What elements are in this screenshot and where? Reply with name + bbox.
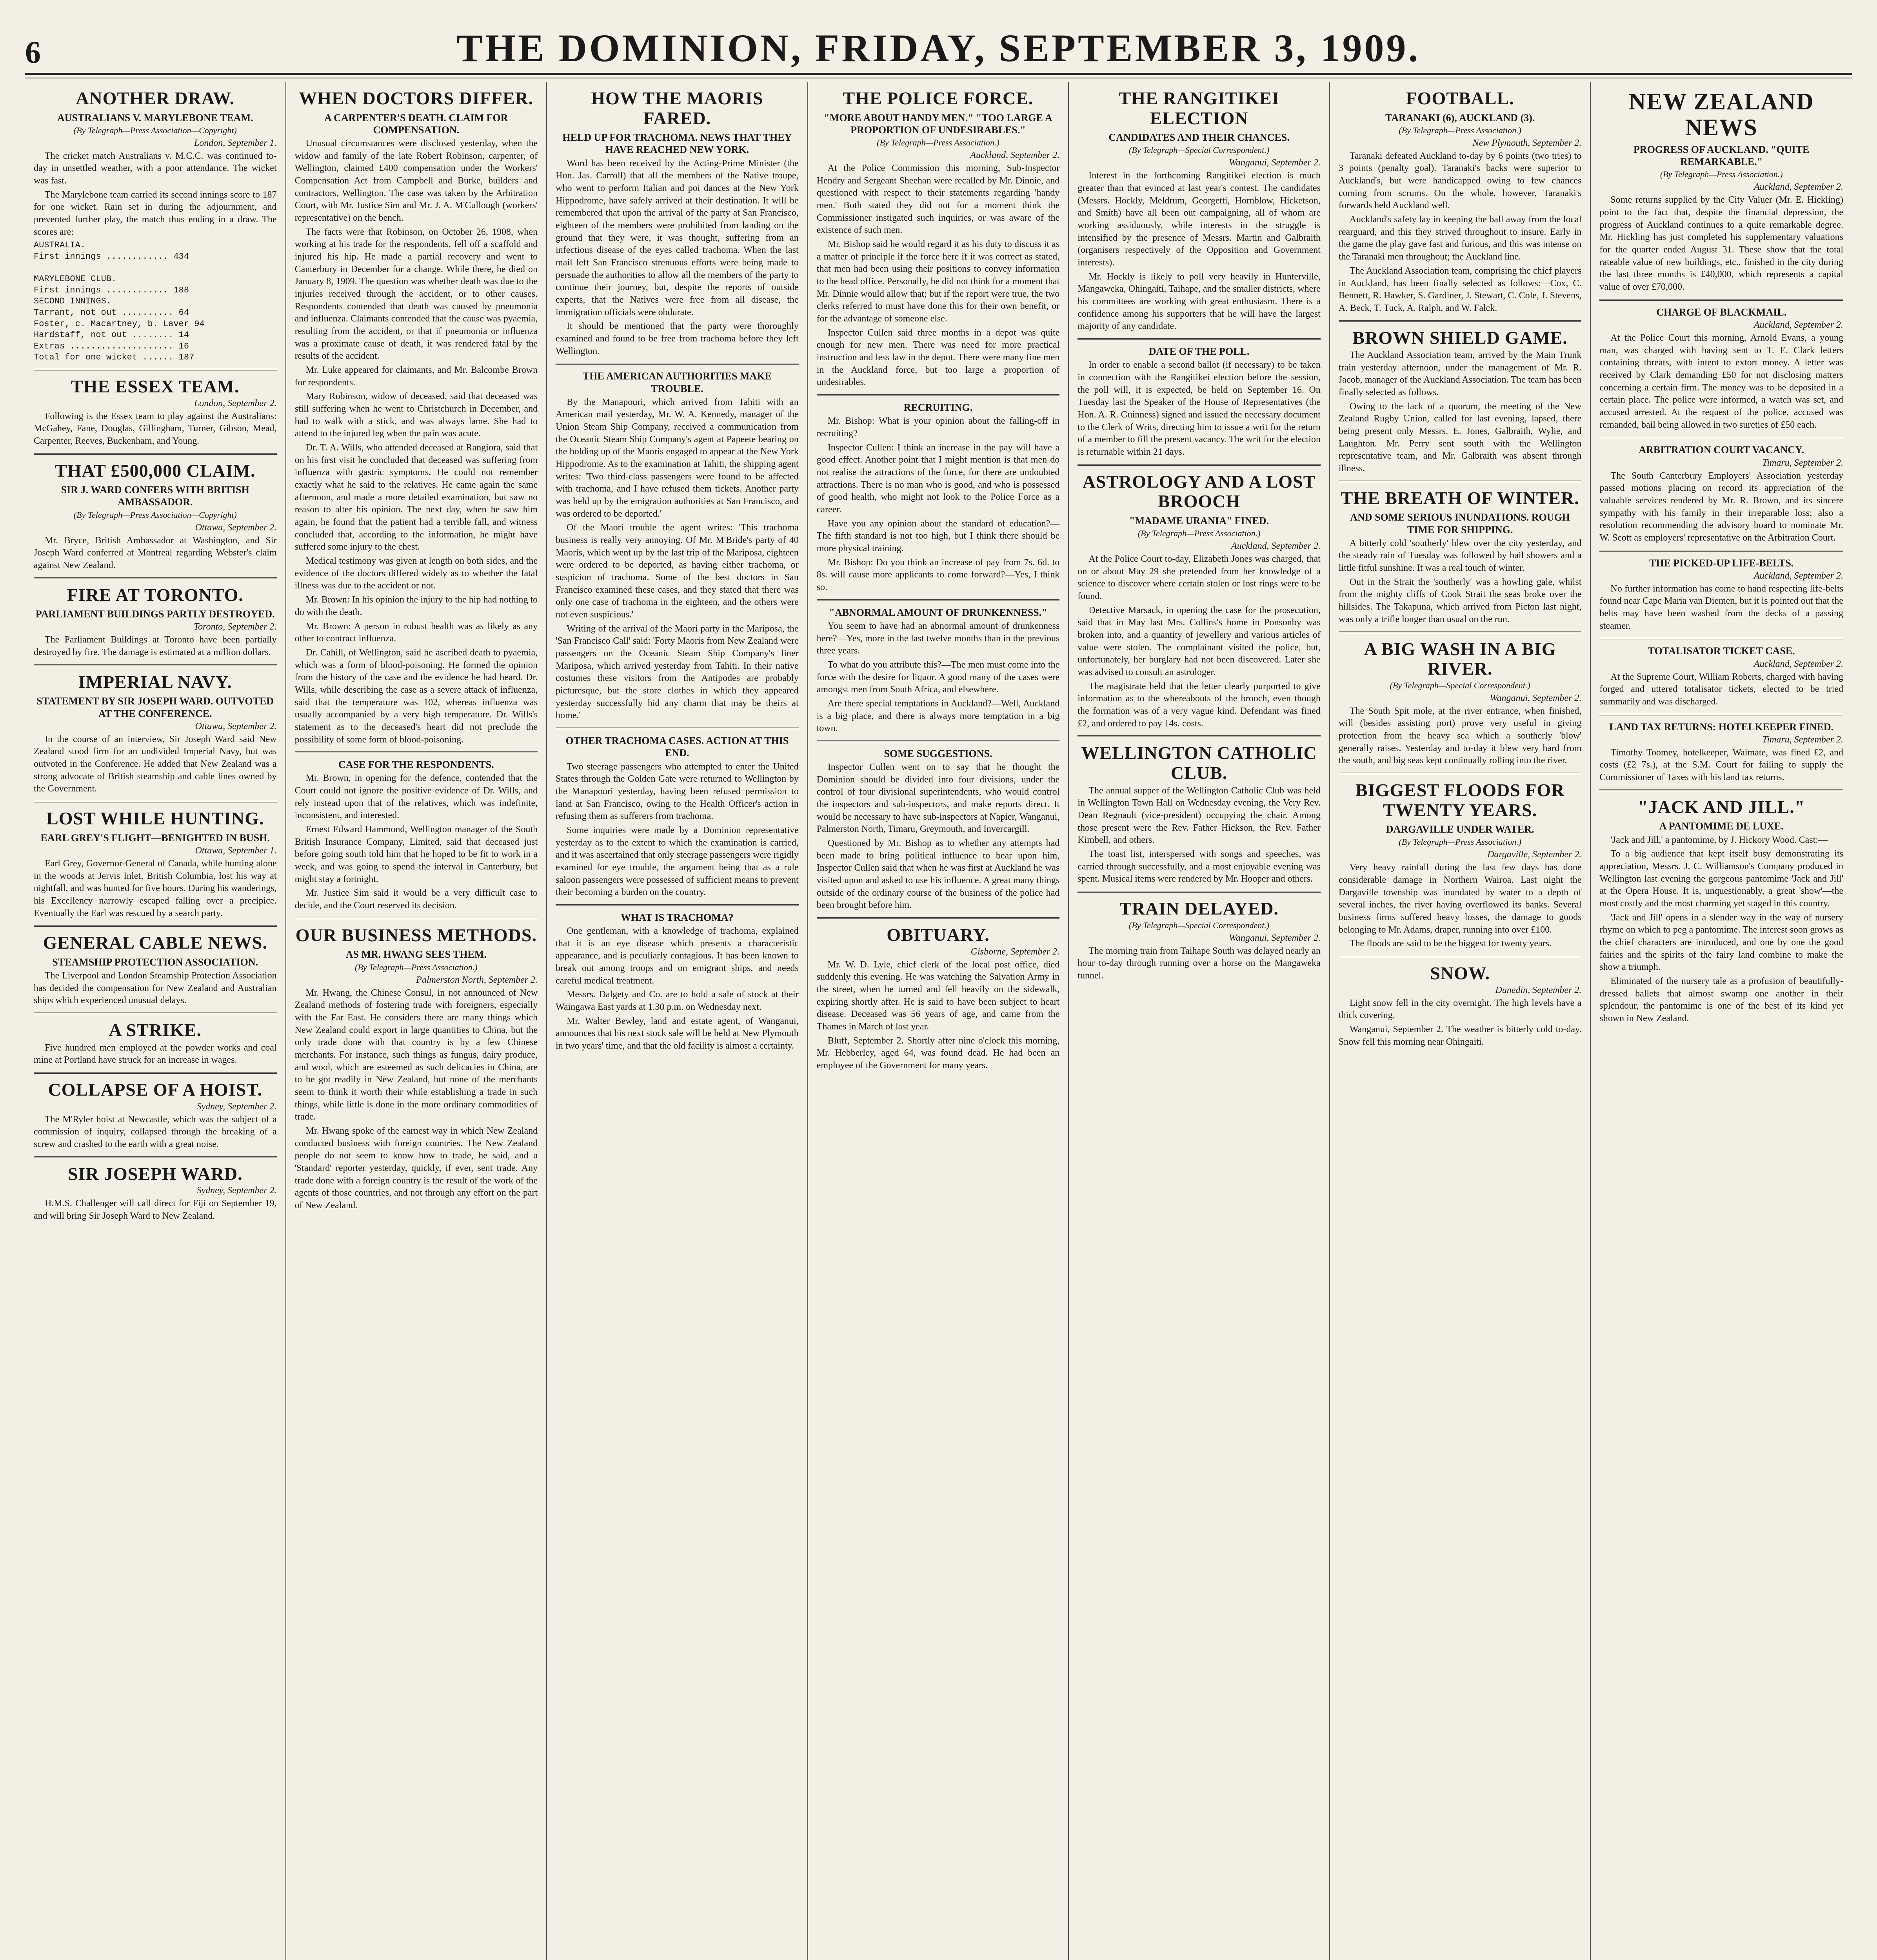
dateline: Wanganui, September 2.: [1490, 693, 1582, 703]
article-paragraph: Some returns supplied by the City Valuer (Mr. E. Hickling) point to the fact that, despite the financial depression, the progress of Auckland continues to a quite remarkable degree. Mr. Hickling has just completed his supplementary valuations for the quarter ended August 31. These show that the total rateable value of new buildings, etc., finished in the city during the last three months is £40,000, which represents a capital value of over £70,000.: [1599, 195, 1843, 292]
article-paragraph: Questioned by Mr. Bishop as to whether any attempts had been made to bring political influence to bear upon him, Inspector Cullen said that when he was first at Auckland he was visited upon and asked to use his influence. A great many things outside of the ordinary course of the business of the police had been brought before him.: [816, 838, 1060, 911]
section-divider: [1599, 550, 1843, 552]
dateline: Timaru, September 2.: [1762, 457, 1843, 468]
wire-credit: (By Telegraph—Press Association.): [355, 962, 478, 972]
article-paragraph: The South Spit mole, at the river entrance, when finished, will (besides assisting port) prove very useful in giving protection from the heavy sea which a southerly 'blow' generally raises. Yesterday and to-day it blew very hard from the south, and big seas kept continually rolling into the river.: [1338, 706, 1582, 766]
wire-credit: (By Telegraph—Press Association.): [1399, 837, 1521, 847]
article-headline: THE ESSEX TEAM.: [71, 376, 240, 397]
article-paragraph: The M'Ryler hoist at Newcastle, which was the subject of a commission of inquiry, collapsed through the breaking of a screw and crashed to the earth with a great noise.: [34, 1114, 277, 1149]
article-headline: IMPERIAL NAVY.: [78, 671, 232, 692]
article-paragraph: At the Supreme Court, William Roberts, charged with having forged and uttered totalisator tickets, elected to be tried summarily and was discharged.: [1599, 671, 1843, 707]
section-divider: [817, 599, 1060, 601]
article-paragraph: The Parliament Buildings at Toronto have been partially destroyed by fire. The damage is estimated at a million dollars.: [34, 635, 277, 658]
column-5: [1069, 82, 1330, 1960]
dateline: Auckland, September 2.: [1754, 570, 1843, 581]
column-6: [1330, 82, 1591, 1960]
article-subheadline: "MADAME URANIA" FINED.: [1129, 515, 1269, 526]
article-subheadline: DATE OF THE POLL.: [1148, 346, 1250, 358]
article-paragraph: Mr. Bryce, British Ambassador at Washington, and Sir Joseph Ward conferred at Montreal regarding Webster's claim against New Zealand.: [34, 535, 277, 570]
article-headline: THAT £500,000 CLAIM.: [55, 460, 256, 481]
section-divider: [1599, 714, 1843, 715]
section-divider: [1599, 299, 1843, 301]
article-subheadline: A CARPENTER'S DEATH. CLAIM FOR COMPENSATION.: [324, 112, 508, 136]
column-7: [1591, 82, 1852, 1960]
section-divider: [34, 801, 277, 802]
column-1: [25, 82, 286, 1960]
article-paragraph: Unusual circumstances were disclosed yesterday, when the widow and family of the late Robert Robinson, carpenter, of Wellington, claimed £400 compensation under the Workers' Compensation Act from Campbell and Burke, builders and contractors, Wellington. The case was taken by the Arbitration Court, with Mr. Justice Sim and Mr. J. A. M'Cullough (workers' representative) on the bench.: [294, 138, 538, 223]
article-subheadline: OTHER TRACHOMA CASES. ACTION AT THIS END.: [565, 735, 789, 759]
article-subheadline: AUSTRALIANS V. MARYLEBONE TEAM.: [57, 112, 253, 123]
section-divider: [556, 363, 799, 365]
article-headline: A BIG WASH IN A BIG RIVER.: [1364, 639, 1556, 679]
article-subheadline: AND SOME SERIOUS INUNDATIONS. ROUGH TIME FOR SHIPPING.: [1350, 512, 1570, 535]
dateline: Timaru, September 2.: [1762, 734, 1843, 745]
section-divider: [1078, 735, 1321, 737]
article-paragraph: Writing of the arrival of the Maori party in the Mariposa, the 'San Francisco Call' said: 'Forty Maoris from New Zealand were passengers on the Oceanic Steam Ship Company's liner Mariposa, which arrived yesterday from Tahiti. In their native costumes these visitors from the Antipodes are probably picturesque, but the store clothes in which they appeared yesterday successfully hid any charm that may be theirs at home.': [556, 623, 799, 721]
article-subheadline: CANDIDATES AND THEIR CHANCES.: [1108, 132, 1290, 143]
section-divider: [817, 740, 1060, 742]
section-divider: [1078, 891, 1321, 893]
article-paragraph: Dr. T. A. Wills, who attended deceased at Rangiora, said that on his first visit he concluded that deceased was suffering from influenza with gastric symptoms. He could not remember exactly what he said to the relatives. He came again the same afternoon, and made a more detailed examination, but saw no reason to alter his opinion. The next day, when he saw him again, he found that the patient had a terrible fall, and witness concluded that, according to the information, he might have suffered some injury to the chest.: [294, 443, 538, 552]
dateline: Ottawa, September 1.: [195, 845, 277, 856]
article-subheadline: DARGAVILLE UNDER WATER.: [1386, 824, 1534, 835]
article-paragraph: The facts were that Robinson, on October 26, 1908, when working at his trade for the respondents, fell off a scaffold and injured his hip. He made a partial recovery and went to Canterbury in December for a change. While there, he died on January 8, 1909. The question was whether death was due to the injuries received through the accident, or to other causes. Respondents contended that death was caused by pneumonia and influenza. Claimants contended that the cause was pyaemia, resulting from the accident, or that if pneumonia or influenza was a proximate cause of death, it was rendered fatal by the results of the accident.: [294, 227, 538, 361]
section-divider: [34, 369, 277, 370]
article-paragraph: 'Jack and Jill,' a pantomime, by J. Hickory Wood. Cast:—: [1610, 835, 1828, 845]
dateline: Gisborne, September 2.: [970, 946, 1060, 957]
article-paragraph: You seem to have had an abnormal amount of drunkenness here?—Yes, more in the last twelve months than in the previous three years.: [816, 621, 1060, 656]
article-paragraph: Timothy Toomey, hotelkeeper, Waimate, was fined £2, and costs (£2 7s.), at the S.M. Court for failing to supply the Commissioner of Taxes with his land tax returns.: [1599, 747, 1843, 783]
article-headline: GENERAL CABLE NEWS.: [43, 933, 267, 953]
article-subheadline: SOME SUGGESTIONS.: [884, 748, 992, 759]
article-paragraph: The Liverpool and London Steamship Protection Association has decided the compensation for New Zealand and Australian ships which experienced unusual delays.: [34, 970, 277, 1006]
article-paragraph: To what do you attribute this?—The men must come into the force with the desire for liquor. A good many of the cases were amongst men from South Africa, and elsewhere.: [816, 659, 1060, 695]
article-paragraph: Earl Grey, Governor-General of Canada, while hunting alone in the woods at Jervis Inlet, British Columbia, lost his way at nightfall, and was hunted for five hours. During his wanderings, his Excellency narrowly escaped falling over a precipice. Eventually the Earl was rescued by a search party.: [34, 858, 277, 918]
section-divider: [34, 664, 277, 666]
article-paragraph: Following is the Essex team to play against the Australians: McGahey, Fane, Douglas, Gillingham, Turner, Gibson, Mead, Carpenter, Reeves, Buckenham, and Young.: [34, 411, 277, 446]
article-paragraph: One gentleman, with a knowledge of trachoma, explained that it is an eye disease which presents a characteristic appearance, and is peculiarly contagious. It has been known to break out among troops and on emigrant ships, and needs careful medical treatment.: [556, 926, 799, 986]
wire-credit: (By Telegraph—Press Association—Copyright): [73, 125, 237, 135]
article-paragraph: Inspector Cullen went on to say that he thought the Dominion should be divided into four divisions, under the control of four divisional superintendents, who would control the inspectors and sub-inspectors, and make reports direct. It would be necessary to have sub-inspectors at Napier, Wanganui, Palmerston North, Timaru, Greymouth, and Invercargill.: [816, 762, 1060, 835]
section-divider: [34, 1072, 277, 1074]
dateline: Wanganui, September 2.: [1229, 158, 1321, 168]
article-subheadline: THE PICKED-UP LIFE-BELTS.: [1649, 557, 1794, 569]
article-paragraph: The floods are said to be the biggest for twenty years.: [1349, 938, 1552, 949]
dateline: New Plymouth, September 2.: [1472, 138, 1582, 148]
article-paragraph: At the Police Commission this morning, Sub-Inspector Hendry and Sergeant Sheehan were recalled by Mr. Dinnie, and questioned with respect to their statements regarding 'handy men.' Both stated they did not for a moment think the Commissioner instigated such inquiries, or was aware of the existence of such men.: [816, 163, 1060, 236]
article-paragraph: Mr. Bishop said he would regard it as his duty to discuss it as a matter of principle if the force here if it was correct as stated, that men had been using their positions to convey information to the head office. Personally, he did not think for a moment that Mr. Dinnie would allow that; but if the report were true, the two clerks referred to must have done this for their own benefit, or for the advantage of someone else.: [816, 239, 1060, 324]
article-paragraph: The Marylebone team carried its second innings score to 187 for one wicket. Rain set in during the adjournment, and prevented further play, the match thus ending in a draw. The scores are:: [34, 189, 277, 237]
section-divider: [34, 1156, 277, 1158]
column-grid: [25, 82, 1852, 1960]
section-divider: [34, 925, 277, 927]
article-headline: FIRE AT TORONTO.: [67, 584, 243, 605]
article-headline: THE RANGITIKEI ELECTION: [1119, 88, 1279, 128]
article-headline: TRAIN DELAYED.: [1119, 898, 1279, 919]
article-paragraph: Five hundred men employed at the powder works and coal mine at Portland have struck for an increase in wages.: [34, 1042, 277, 1065]
section-divider: [1339, 320, 1582, 322]
article-paragraph: Of the Maori trouble the agent writes: 'This trachoma business is really very annoying. Of Mr. M'Bride's party of 40 Maoris, which went up by the last trip of the Mariposa, eighteen were ordered to be deported, as having either trachoma, or suspicion of trachoma. Some of the best doctors in San Francisco examined these cases, and they stated that there was only one case of trachoma in the eighteen, and the others were not even suspicious.': [556, 523, 799, 620]
page-number: 6: [25, 35, 41, 70]
section-divider: [1599, 437, 1843, 438]
article-paragraph: Medical testimony was given at length on both sides, and the evidence of the doctors differed widely as to whether the fatal illness was due to the accident or not.: [294, 556, 538, 591]
column-4: [808, 82, 1069, 1960]
wire-credit: (By Telegraph—Press Association—Copyright): [73, 510, 237, 520]
section-divider: [34, 453, 277, 455]
section-divider: [1339, 956, 1582, 957]
article-paragraph: In the course of an interview, Sir Joseph Ward said New Zealand stood firm for an undivided Imperial Navy, but was outvoted in the Conference. He added that New Zealand was a strong advocate of British steamship and cable lines owned by the Government.: [34, 734, 277, 794]
article-paragraph: Mr. Hwang spoke of the earnest way in which New Zealand conducted business with foreign countries. The New Zealand people do not seem to know how to trade, he said, and a 'Standard' reporter yesterday, quickly, if ever, sent trade. Any trade done with a foreign country is the result of the work of the agents of those countries, and not through any effort on the part of New Zealand.: [294, 1125, 538, 1210]
article-paragraph: 'Jack and Jill' opens in a slender way in the way of nursery rhyme on which to peg a pantomime. The interest soon grows as the chief characters are introduced, and one by one the good fairies and the spirits of the fairy land combine to make the show a triumph.: [1599, 912, 1843, 973]
article-paragraph: Wanganui, September 2. The weather is bitterly cold to-day. Snow fell this morning near Ohingaiti.: [1338, 1024, 1582, 1047]
article-paragraph: Inspector Cullen said three months in a depot was quite enough for new men. There was need for more practical instruction and less law in the depot. There were many fine men in the Auckland force, but too large a proportion of undesirables.: [816, 327, 1060, 388]
article-subheadline: EARL GREY'S FLIGHT—BENIGHTED IN BUSH.: [40, 832, 270, 844]
dateline: London, September 1.: [194, 138, 277, 148]
section-divider: [1599, 789, 1843, 791]
article-paragraph: Mary Robinson, widow of deceased, said that deceased was still suffering when he went to Christchurch in December, and had to walk with a stick, and was always lame. She had to attend to the injured leg when the pain was acute.: [294, 391, 538, 439]
dateline: Auckland, September 2.: [970, 150, 1060, 160]
article-paragraph: The South Canterbury Employers' Association yesterday passed motions placing on record its appreciation of the valuable services rendered by Mr. R. Brown, and its sincere sympathy with his family in their irreparable loss; also a resolution recommending the advisory board to nominate Mr. W. Scott as employers' representative on the Arbitration Court.: [1599, 470, 1843, 543]
article-headline: HOW THE MAORIS FARED.: [591, 88, 763, 128]
article-subheadline: STEAMSHIP PROTECTION ASSOCIATION.: [52, 956, 258, 968]
article-paragraph: Mr. Walter Bewley, land and estate agent, of Wanganui, announces that his next stock sale will be held at New Plymouth in two years' time, and that the old facility is almost a certainty.: [556, 1016, 799, 1051]
article-paragraph: Owing to the lack of a quorum, the meeting of the New Zealand Rugby Union, called for last evening, lapsed, there being present only Messrs. E. Jones, Galbraith, Wylie, and Laughton. Mr. Perry sent south with the Wellington representative team, and Mr. Galbraith was absent through illness.: [1338, 401, 1582, 474]
article-subheadline: LAND TAX RETURNS: HOTELKEEPER FINED.: [1609, 721, 1834, 733]
article-subheadline: CHARGE OF BLACKMAIL.: [1656, 306, 1787, 318]
article-subheadline: HELD UP FOR TRACHOMA. NEWS THAT THEY HAVE REACHED NEW YORK.: [562, 132, 792, 156]
column-3: [547, 82, 808, 1960]
article-paragraph: The morning train from Taihape South was delayed nearly an hour to-day through running over a horse on the Mangaweka tunnel.: [1078, 946, 1321, 981]
dateline: Dunedin, September 2.: [1495, 985, 1582, 995]
article-paragraph: Mr. Justice Sim said it would be a very difficult case to decide, and the Court reserved its decision.: [294, 888, 538, 911]
dateline: Sydney, September 2.: [196, 1101, 277, 1112]
article-paragraph: Dr. Cahill, of Wellington, said he ascribed death to pyaemia, which was a form of blood-poisoning. He formed the opinion from the history of the case and the evidence he had heard. Dr. Wills, while describing the case as a severe attack of influenza, said that the temperature was 102, whereas influenza was usually accompanied by a very high temperature. Dr. Wills's statement as to the deceased's heart did not preclude the possibility of some form of blood-poisoning.: [294, 647, 538, 745]
article-headline: ASTROLOGY AND A LOST BROOCH: [1082, 471, 1316, 512]
article-paragraph: Some inquiries were made by a Dominion representative yesterday as to the extent to which the examination is carried, and it was ascertained that only steerage passengers were rigidly examined for eye trouble, the argument being that as a rule saloon passengers were possessed of sufficient means to prevent their becoming a burden on the country.: [556, 825, 799, 898]
article-paragraph: Mr. Bishop: Do you think an increase of pay from 7s. 6d. to 8s. will cause more applicants to come forward?—Yes, I think so.: [816, 557, 1060, 592]
article-paragraph: At the Police Court to-day, Elizabeth Jones was charged, that on or about May 29 she pretended from her knowledge of a science to discover where certain stolen or lost rings were to be found.: [1078, 554, 1321, 602]
article-headline: A STRIKE.: [109, 1020, 202, 1040]
article-paragraph: It should be mentioned that the party were thoroughly examined and found to be free from trachoma before they left Wellington.: [556, 321, 799, 356]
masthead: [25, 24, 1852, 75]
article-paragraph: To a big audience that kept itself busy demonstrating its appreciation, Messrs. J. C. Williamson's Company produced in Wellington last evening the gorgeous pantomime 'Jack and Jill' at the Opera House. It is, unquestionably, a great 'show'—the most costly and the most charming yet staged in this country.: [1599, 849, 1843, 909]
wire-credit: (By Telegraph—Special Correspondent.): [1128, 145, 1270, 155]
section-divider: [1339, 481, 1582, 482]
article-paragraph: The annual supper of the Wellington Catholic Club was held in Wellington Town Hall on Wednesday evening, the Very Rev. Dean Regnault (vice-president) occupying the chair. Among those present were the Rev. Father Hickson, the Rev. Father Kimbell, and others.: [1078, 785, 1321, 846]
article-headline: WHEN DOCTORS DIFFER.: [299, 88, 534, 108]
dateline: Dargaville, September 2.: [1487, 849, 1582, 860]
article-paragraph: Interest in the forthcoming Rangitikei election is much greater than that evinced at last year's contest. The candidates (Messrs. Hockly, Meldrum, Georgetti, Hornblow, Hicketson, and Smith) have all been out campaigning, all of whom are working assiduously, while interests in the struggle is intensified by the presence of Messrs. Martin and Galbraith (organisers respectively of the Opposition and Government interests).: [1078, 171, 1321, 268]
article-paragraph: Ernest Edward Hammond, Wellington manager of the South British Insurance Company, Limited, said that deceased just before going south told him that he hoped to be fit to work in a week, and was going to spend the interval in Canterbury, but might stay a fortnight.: [294, 824, 538, 884]
article-paragraph: Are there special temptations in Auckland?—Well, Auckland is a big place, and there is always more temptation in a big town.: [816, 698, 1060, 734]
article-paragraph: The cricket match Australians v. M.C.C. was continued to-day in unsettled weather, with a poor attendance. The wicket was fast.: [34, 151, 277, 186]
article-headline: LOST WHILE HUNTING.: [46, 808, 264, 829]
article-headline: THE BREATH OF WINTER.: [1341, 488, 1579, 508]
article-paragraph: Mr. Brown: A person in robust health was as likely as any other to contract influenza.: [294, 621, 538, 644]
article-subheadline: SIR J. WARD CONFERS WITH BRITISH AMBASSADOR.: [61, 484, 249, 508]
article-paragraph: Light snow fell in the city overnight. The high levels have a thick covering.: [1338, 998, 1582, 1021]
wire-credit: (By Telegraph—Press Association.): [1399, 125, 1521, 135]
article-paragraph: Mr. Bishop: What is your opinion about the falling-off in recruiting?: [816, 416, 1060, 439]
article-paragraph: The Auckland Association team, comprising the chief players in Auckland, has been finally selected as follows:—Cox, C. Bennett, R. Hawker, S. Gardiner, J. Stewart, C. Cole, J. Stevens, A. Beck, T. Tuck, A. Ralph, and W. Falck.: [1338, 265, 1582, 313]
article-paragraph: The toast list, interspersed with songs and speeches, was carried through successfully, and a most enjoyable evening was spent. Musical items were rendered by Mr. Hooper and others.: [1078, 849, 1321, 884]
article-paragraph: Mr. Hockly is likely to poll very heavily in Hunterville, Mangaweka, Ohingaiti, Taihape, and the smaller districts, where his committees are working with great enthusiasm. There is a confidence among his supporters that he will have the largest majority of any candidate.: [1078, 271, 1321, 332]
dateline: Palmerston North, September 2.: [416, 975, 538, 985]
section-divider: [556, 904, 799, 906]
article-paragraph: Detective Marsack, in opening the case for the prosecution, said that in May last Mrs. Collins's home in Ponsonby was broken into, and a quantity of jewellery and various articles of value were stolen. The complainant visited the police, but, unfortunately, her burglary had not been discovered. Later she was advised to consult an astrologer.: [1078, 605, 1321, 678]
article-paragraph: Messrs. Dalgety and Co. are to hold a sale of stock at their Waingawa East yards at 1.30 p.m. on Wednesday next.: [556, 989, 799, 1013]
dateline: Auckland, September 2.: [1754, 319, 1843, 330]
article-subheadline: CASE FOR THE RESPONDENTS.: [338, 759, 494, 771]
article-headline: THE POLICE FORCE.: [843, 88, 1034, 108]
wire-credit: (By Telegraph—Special Correspondent.): [1390, 680, 1530, 690]
article-paragraph: The Auckland Association team, arrived by the Main Trunk train yesterday afternoon, under the management of Mr. R. Jacob, manager of the Auckland Association. The team has been finally selected as follows.: [1338, 350, 1582, 398]
article-paragraph: Inspector Cullen: I think an increase in the pay will have a good effect. Another point that I might mention is that men do not realise the attractions of the force, for there are undoubted attractions. There is no man who is good, and who is possessed of good health, who might not look to the Police Force as a career.: [816, 442, 1060, 515]
article-paragraph: Mr. Brown, in opening for the defence, contended that the Court could not ignore the positive evidence of Dr. Wills, and rely instead upon that of the relatives, which was indefinite, inconsistent, and interested.: [294, 773, 538, 821]
article-headline: BIGGEST FLOODS FOR TWENTY YEARS.: [1355, 780, 1565, 820]
article-paragraph: At the Police Court this morning, Arnold Evans, a young man, was charged with having sent to T. E. Clark letters containing threats, with intent to extort money. A letter was received by Clark demanding £50 for not disclosing matters concerning a certain firm. The money was to be deposited in a certain place. The police were informed, a watch was set, and accused arrested. At the request of the police, accused was remanded, bail being allowed in two sureties of £50 each.: [1599, 332, 1843, 430]
article-paragraph: By the Manapouri, which arrived from Tahiti with an American mail yesterday, Mr. W. A. Kennedy, manager of the Union Steam Ship Company, received a communication from the Oceanic Steam Ship Company's agent at Papeete bearing on the holding up of the Maoris engaged to appear at the New York Hippodrome. As to the examination at Tahiti, the shipping agent writes: 'Two third-class passengers were found to be affected with trachoma, and I have refused them tickets. Another party was held up by the emigration authorities at San Francisco, and was ordered to be deported.': [556, 397, 799, 519]
section-divider: [1339, 773, 1582, 774]
wire-credit: (By Telegraph—Press Association.): [877, 137, 999, 147]
article-subheadline: STATEMENT BY SIR JOSEPH WARD. OUTVOTED AT THE CONFERENCE.: [36, 695, 274, 719]
section-divider: [817, 917, 1060, 919]
article-paragraph: Taranaki defeated Auckland to-day by 6 points (two tries) to 3 points (penalty goal). Taranaki's backs were superior to Auckland's, but were handicapped owing to few chances coming from scrums. On the whole, however, Taranaki's forwards held Auckland well.: [1338, 151, 1582, 211]
article-headline: FOOTBALL.: [1406, 88, 1514, 108]
dateline: Wanganui, September 2.: [1229, 933, 1321, 943]
article-subheadline: A PANTOMIME DE LUXE.: [1659, 820, 1784, 832]
article-headline: SIR JOSEPH WARD.: [67, 1163, 243, 1184]
dateline: Auckland, September 2.: [1754, 659, 1843, 669]
article-paragraph: Very heavy rainfall during the last few days has done considerable damage in Northern Wairoa. Last night the Dargaville township was inundated by water to a depth of several inches, the river having overflowed its banks. Several business firms suffered heavy losses, the damage to goods belonging to Mr. Adams, draper, running into over £100.: [1338, 862, 1582, 935]
article-subheadline: "ABNORMAL AMOUNT OF DRUNKENNESS.": [829, 606, 1047, 618]
article-subheadline: TARANAKI (6), AUCKLAND (3).: [1385, 112, 1535, 123]
article-headline: OBITUARY.: [887, 925, 990, 945]
article-paragraph: A bitterly cold 'southerly' blew over the city yesterday, and the steady rain of Tuesday was followed by hail showers and a little fitful sunshine. It was a real touch of winter.: [1338, 538, 1582, 573]
article-subheadline: THE AMERICAN AUTHORITIES MAKE TROUBLE.: [583, 370, 772, 394]
article-paragraph: Mr. Luke appeared for claimants, and Mr. Balcombe Brown for respondents.: [294, 365, 538, 388]
newspaper-title: THE DOMINION, FRIDAY, SEPTEMBER 3, 1909.: [456, 26, 1421, 70]
article-paragraph: Bluff, September 2. Shortly after nine o'clock this morning, Mr. Hebberley, aged 64, was found dead. He had been an employee of the Government for many years.: [816, 1035, 1060, 1071]
article-paragraph: Word has been received by the Acting-Prime Minister (the Hon. Jas. Carroll) that all the members of the Native troupe, who went to perform Italian and poi dances at the New York Hippodrome, have safely arrived at their destination. It will be remembered that upon the arrival of the party at San Francisco, eighteen of the members were prohibited from landing on the ground that they were, it was thought, suffering from an infectious disease of the eyes called trachoma. When the last mail left San Francisco strenuous efforts were being made to persuade the authorities to allow all the members of the party to continue their journey, but, despite the reports of outside experts, that the Natives were free from all disease, the immigration officials were obdurate.: [556, 158, 799, 318]
article-headline: BROWN SHIELD GAME.: [1352, 327, 1568, 348]
article-paragraph: Mr. Hwang, the Chinese Consul, in not announced of New Zealand methods of fostering trade with foreigners, especially with the Far East. He considers there are many things which New Zealand could export in large quantities to China, but the only trade done with that country is by a few Chinese merchants. For instance, such things as fungus, dairy produce, and wool, which are esteemed as such delicacies in China, are to be got readily in New Zealand, but none of the merchants seem to think it worth their while establishing a trade in such things, while little is done in the more ordinary commodities of trade.: [294, 987, 538, 1122]
section-divider: [295, 751, 538, 753]
article-headline: "JACK AND JILL.": [1638, 797, 1805, 817]
article-headline: NEW ZEALAND NEWS: [1628, 89, 1814, 140]
article-headline: WELLINGTON CATHOLIC CLUB.: [1081, 743, 1317, 783]
dateline: London, September 2.: [194, 398, 277, 408]
article-subheadline: AS MR. HWANG SEES THEM.: [345, 949, 487, 960]
dateline: Ottawa, September 2.: [195, 522, 277, 533]
section-divider: [34, 1013, 277, 1014]
dateline: Auckland, September 2.: [1754, 182, 1843, 192]
article-headline: ANOTHER DRAW.: [76, 88, 235, 108]
article-subheadline: RECRUITING.: [903, 402, 973, 414]
section-divider: [1339, 632, 1582, 633]
article-subheadline: WHAT IS TRACHOMA?: [621, 911, 734, 923]
article-headline: OUR BUSINESS METHODS.: [295, 925, 537, 945]
article-paragraph: No further information has come to hand respecting life-belts found near Cape Maria van Diemen, but it is pointed out that the belts may have been washed from the decks of a passing steamer.: [1599, 583, 1843, 631]
section-divider: [556, 728, 799, 729]
wire-credit: (By Telegraph—Press Association.): [1660, 169, 1783, 180]
dateline: Sydney, September 2.: [196, 1185, 277, 1196]
article-paragraph: Have you any opinion about the standard of education?—The fifth standard is not too high, but I think there should be more physical training.: [816, 518, 1060, 554]
article-paragraph: Eliminated of the nursery tale as a profusion of beautifully-dressed ballets that almost swamp one another in their splendour, the pantomime is one of the best of its kind yet shown in New Zealand.: [1599, 976, 1843, 1024]
article-paragraph: Auckland's safety lay in keeping the ball away from the local rearguard, and this they strived throughout to insure. Early in the game the play gave fast and furious, and this was intense on the Taranaki men throughout; the Auckland line.: [1338, 214, 1582, 262]
wire-credit: (By Telegraph—Special Correspondent.): [1128, 920, 1270, 930]
column-2: [286, 82, 547, 1960]
article-subheadline: PROGRESS OF AUCKLAND. "QUITE REMARKABLE.": [1634, 144, 1810, 168]
article-paragraph: The magistrate held that the letter clearly purported to give information as to the whereabouts of the brooch, even though the formation was of a very vague kind. Defendant was fined £2, and ordered to pay 14s. costs.: [1078, 681, 1321, 729]
section-divider: [1599, 638, 1843, 639]
article-paragraph: Out in the Strait the 'southerly' was a howling gale, whilst from the mighty cliffs of Cook Strait the seas broke over the hillsides. The Takapuna, which arrived from Picton last night, was only a trifle longer than usual on the run.: [1338, 577, 1582, 624]
article-paragraph: H.M.S. Challenger will call direct for Fiji on September 19, and will bring Sir Joseph Ward to New Zealand.: [34, 1198, 277, 1221]
dateline: Auckland, September 2.: [1231, 541, 1321, 552]
cricket-scorecard: AUSTRALIA. First innings ............ 434 MARYLEBONE CLUB. First innings ............ 188 SECOND INNINGS. Tarrant, not out .......... 64 Foster, c. Macartney, b. Laver 94 Hardstaff, not out ........ 14 Extras .................... 16 Total for one wicket ...... 187: [34, 240, 205, 363]
article-paragraph: Two steerage passengers who attempted to enter the United States through the Golden Gate were returned to Wellington by the Manapouri yesterday, having been refused permission to land at San Francisco, owing to the Health Officer's action in refusing them as sufferers from trachoma.: [556, 761, 799, 822]
section-divider: [1078, 464, 1321, 466]
article-subheadline: ARBITRATION COURT VACANCY.: [1639, 444, 1804, 456]
article-subheadline: TOTALISATOR TICKET CASE.: [1648, 645, 1795, 657]
article-subheadline: PARLIAMENT BUILDINGS PARTLY DESTROYED.: [35, 608, 275, 620]
section-divider: [1078, 338, 1321, 340]
wire-credit: (By Telegraph—Press Association.): [1137, 528, 1261, 539]
article-headline: SNOW.: [1430, 963, 1490, 984]
article-paragraph: Mr. W. D. Lyle, chief clerk of the local post office, died suddenly this evening. He was watching the Salvation Army in the street, when he turned and fell heavily on the sidewalk, expiring shortly after. He is said to have been subject to heart disease. Deceased was 56 years of age, and came from the Thames in March of last year.: [816, 959, 1060, 1032]
section-divider: [34, 577, 277, 579]
section-divider: [295, 918, 538, 919]
dateline: Ottawa, September 2.: [195, 721, 277, 731]
article-paragraph: Mr. Brown: In his opinion the injury to the hip had nothing to do with the death.: [294, 595, 538, 617]
article-headline: COLLAPSE OF A HOIST.: [48, 1079, 263, 1100]
dateline: Toronto, September 2.: [194, 622, 277, 632]
article-subheadline: "MORE ABOUT HANDY MEN." "TOO LARGE A PROPORTION OF UNDESIRABLES.": [824, 112, 1052, 136]
section-divider: [817, 394, 1060, 396]
article-paragraph: In order to enable a second ballot (if necessary) to be taken in connection with the Rangitikei election before the session, the poll will, it is expected, be held on September 16. On Tuesday last the Speaker of the House of Representatives (the Hon. A. R. Guinness) signed and issued the necessary document to the Clerk of Writs, directing him to issue a writ for the return of a member to fill the present vacancy. The writ for the election is returnable within 21 days.: [1078, 360, 1321, 457]
